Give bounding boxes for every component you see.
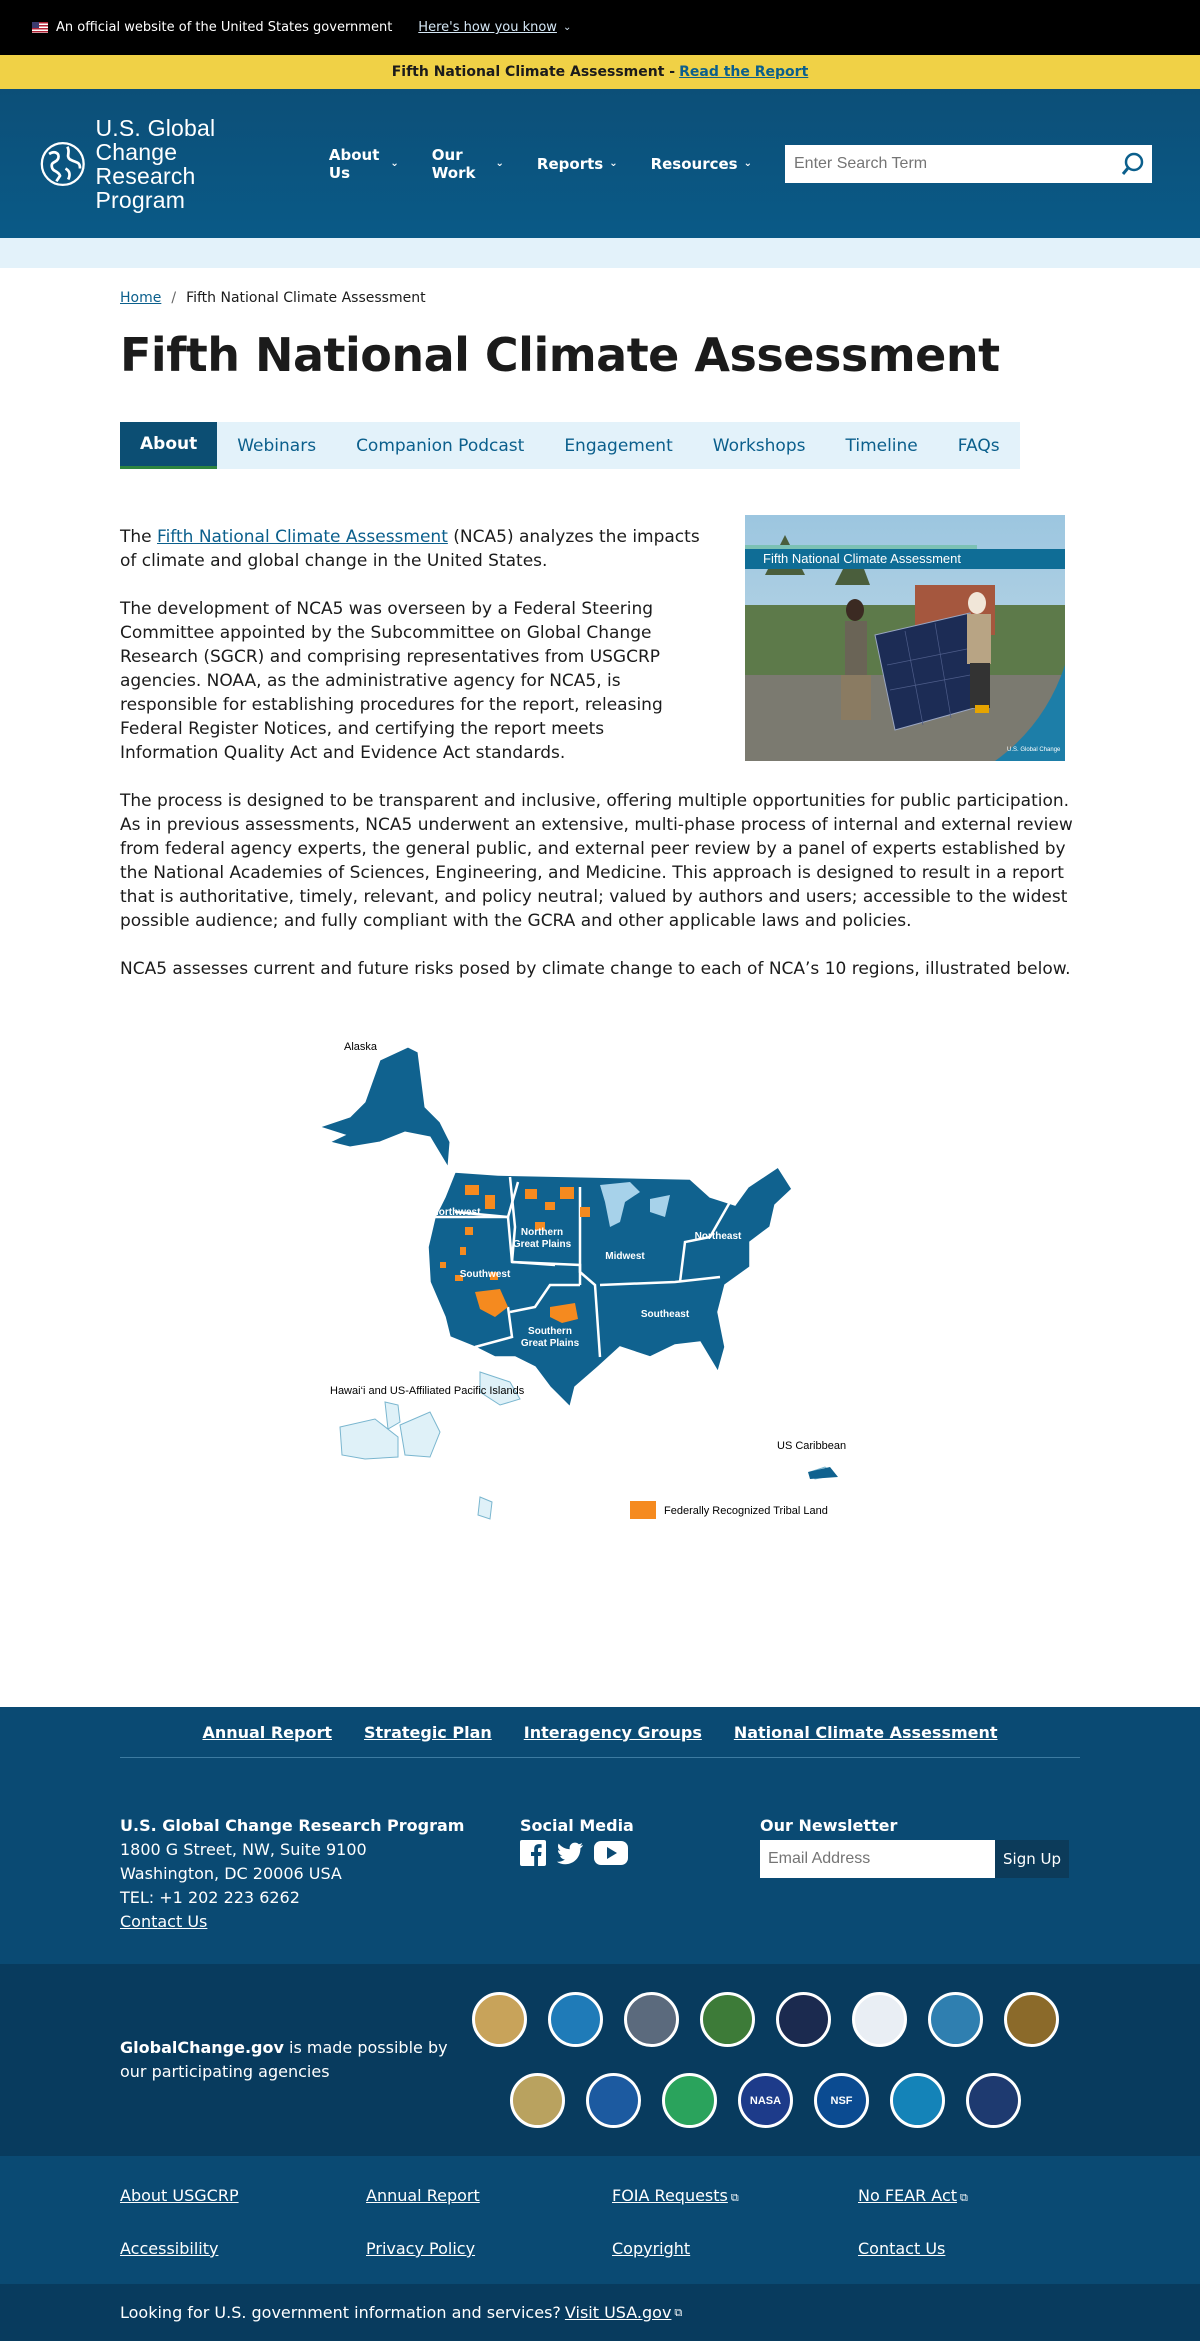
twitter-icon[interactable] (556, 1840, 584, 1866)
label-alaska: Alaska (344, 1041, 378, 1053)
link-annual-report[interactable]: Annual Report (366, 2186, 480, 2205)
search-button[interactable] (1114, 145, 1152, 183)
link-no-fear[interactable]: No FEAR Act (858, 2186, 958, 2205)
sign-up-button[interactable]: Sign Up (995, 1840, 1069, 1878)
nav-about-us[interactable] (329, 146, 399, 182)
breadcrumb-home[interactable]: Home (120, 290, 162, 306)
label-southeast: Southeast (640, 1309, 690, 1320)
external-link-icon: ⧉ (674, 2305, 683, 2319)
tab-about[interactable]: About (120, 422, 217, 469)
dos-seal-icon[interactable] (510, 2073, 565, 2128)
breadcrumb (120, 268, 1080, 306)
footer-top-links (0, 1707, 1200, 1758)
dot-seal-icon[interactable] (586, 2073, 641, 2128)
alaska-shape (320, 1047, 450, 1167)
agencies-band (0, 1964, 1200, 2156)
footer-contact (120, 1814, 520, 1934)
nav-reports[interactable] (537, 146, 618, 182)
label-sgp-2: Great Plains (520, 1338, 580, 1349)
label-ngp-2: Great Plains (512, 1239, 572, 1250)
nav-label: Reports (536, 154, 604, 173)
regions-map (120, 1027, 1080, 1587)
email-field[interactable] (760, 1840, 995, 1878)
hud-seal-icon[interactable] (928, 1992, 983, 2047)
label-sgp-1: Southern (528, 1326, 572, 1337)
social-title: Social Media (520, 1816, 634, 1835)
nav-our-work[interactable] (432, 146, 504, 182)
link-privacy[interactable]: Privacy Policy (366, 2239, 476, 2258)
facebook-icon[interactable] (520, 1840, 546, 1866)
label-hawaii: Hawai‘i and US-Affiliated Pacific Islands (330, 1385, 525, 1397)
external-link-icon: ⧉ (960, 2191, 968, 2204)
nsf-seal-icon[interactable]: NSF (814, 2073, 869, 2128)
label-northeast: Northeast (694, 1231, 742, 1242)
footer-main (0, 1758, 1200, 1964)
intro-text-end: (NCA5) analyzes the impacts of climate and global change in the United States. (120, 527, 700, 571)
article-body (120, 525, 1080, 1005)
legend-swatch (630, 1501, 656, 1519)
process-paragraph: The process is designed to be transparent and inclusive, offering multiple opportunities for public participation. As in previous assessments, NCA5 underwent an extensive, multi-phase process of internal and external review from federal agency experts, the general public, and external peer review by a panel of experts established by the National Academies of Sciences, Engineering, and Medicine. This approach is designed to result in a report that is authoritative, timely, relevant, and policy neutral; valued by authors and users; accessible to the widest possible audience; and fully compliant with the GCRA and other applicable laws and policies. (120, 791, 1073, 931)
link-accessibility[interactable]: Accessibility (120, 2239, 219, 2258)
breadcrumb-separator: / (171, 290, 177, 306)
usa-gov-text: Looking for U.S. government information and services? (120, 2303, 561, 2322)
doe-seal-icon[interactable] (700, 1992, 755, 2047)
nasa-seal-icon[interactable]: NASA (738, 2073, 793, 2128)
tab-engagement[interactable]: Engagement (564, 435, 673, 456)
chevron-down-icon: ⌄ (743, 158, 752, 169)
tab-faqs[interactable]: FAQs (957, 435, 1000, 456)
development-paragraph: The development of NCA5 was overseen by a Federal Steering Committee appointed by the Subcommittee on Global Change Research (SGCR) and comprising representatives from USGCRP agencies. NOAA, as the administrative agency for NCA5, is responsible for establishing procedures for the report, releasing Federal Register Notices, and certifying the report meets Information Quality Act and Evidence Act standards. (120, 599, 663, 763)
intro-text: The (120, 527, 158, 547)
footer-newsletter (760, 1814, 1069, 1934)
logo-line-1: U.S. Global Change (95, 114, 216, 165)
label-caribbean: US Caribbean (777, 1440, 847, 1452)
footer-interagency-groups[interactable]: Interagency Groups (523, 1722, 702, 1742)
chevron-down-icon: ⌄ (390, 158, 399, 169)
usa-gov-link[interactable]: Visit USA.gov (564, 2303, 672, 2322)
newsletter-title: Our Newsletter (760, 1816, 898, 1835)
agencies-description: is made possible by our participating agencies (120, 2038, 448, 2081)
agency-seals (472, 1992, 1059, 2128)
contact-us-link[interactable]: Contact Us (120, 1912, 208, 1931)
tab-timeline[interactable]: Timeline (845, 435, 918, 456)
breadcrumb-current: Fifth National Climate Assessment (186, 290, 426, 306)
alert-text: Fifth National Climate Assessment - (391, 64, 676, 80)
smithsonian-seal-icon[interactable] (890, 2073, 945, 2128)
gov-banner-text: An official website of the United States government (56, 20, 393, 35)
telephone: TEL: +1 202 223 6262 (120, 1888, 300, 1907)
chevron-down-icon: ⌄ (495, 158, 504, 169)
label-ngp-1: Northern (520, 1227, 564, 1238)
site-header (0, 89, 1200, 238)
regions-paragraph: NCA5 assesses current and future risks posed by climate change to each of NCA’s 10 regions, illustrated below. (120, 959, 1071, 979)
us-flag-icon (32, 22, 48, 33)
puerto-rico-shape (808, 1467, 838, 1479)
page-title: Fifth National Climate Assessment (120, 328, 1000, 382)
main-nav (329, 146, 785, 182)
header-strip (0, 238, 1200, 268)
chevron-down-icon[interactable]: ⌄ (562, 22, 572, 33)
main-content (0, 268, 1200, 1587)
nav-label: Our Work (431, 145, 476, 182)
footer-nca[interactable]: National Climate Assessment (733, 1722, 998, 1742)
address-line-1: 1800 G Street, NW, Suite 9100 (120, 1840, 367, 1859)
nav-label: Resources (650, 154, 738, 173)
figure-caption: Fifth National Climate Assessment (745, 549, 1065, 569)
chevron-down-icon: ⌄ (609, 158, 618, 169)
nca5-cover-image[interactable] (745, 515, 1065, 761)
search-form (785, 145, 1152, 183)
alert-banner (0, 55, 1200, 89)
footer-annual-report[interactable]: Annual Report (202, 1722, 332, 1742)
doi-seal-icon[interactable] (1004, 1992, 1059, 2047)
label-southwest: Southwest (459, 1269, 511, 1280)
link-about-usgcrp[interactable]: About USGCRP (120, 2186, 239, 2205)
agencies-text (120, 2036, 472, 2084)
search-input[interactable] (785, 145, 1114, 183)
globalchange-name: GlobalChange.gov (120, 2038, 284, 2057)
globe-icon (40, 139, 85, 189)
usda-seal-icon[interactable] (472, 1992, 527, 2047)
org-name: U.S. Global Change Research Program (120, 1816, 465, 1835)
gov-banner (0, 0, 1200, 55)
label-legend: Federally Recognized Tribal Land (664, 1505, 828, 1517)
usaid-seal-icon[interactable] (966, 2073, 1021, 2128)
dhs-seal-icon[interactable] (852, 1992, 907, 2047)
external-link-icon: ⧉ (730, 2191, 739, 2204)
nav-label: About Us (328, 145, 380, 182)
site-logo[interactable] (40, 116, 285, 212)
nca-regions-map (280, 1027, 920, 1587)
dod-seal-icon[interactable] (624, 1992, 679, 2047)
read-report-link[interactable]: Read the Report (679, 64, 809, 80)
nav-resources[interactable] (651, 146, 752, 182)
usa-gov-bar (0, 2284, 1200, 2341)
svg-text:U.S. Global Change: U.S. Global Change (1007, 747, 1061, 753)
footer-social (520, 1814, 760, 1934)
tab-companion-podcast[interactable]: Companion Podcast (356, 435, 525, 456)
footer-bottom-links (0, 2156, 1200, 2284)
how-you-know-link[interactable]: Here's how you know (418, 20, 557, 35)
label-midwest: Midwest (605, 1251, 645, 1262)
address-line-2: Washington, DC 20006 USA (120, 1864, 342, 1883)
epa-seal-icon[interactable] (662, 2073, 717, 2128)
link-contact-us[interactable]: Contact Us (858, 2239, 946, 2258)
link-copyright[interactable]: Copyright (612, 2239, 691, 2258)
link-foia[interactable]: FOIA Requests (612, 2186, 728, 2205)
doc-seal-icon[interactable] (548, 1992, 603, 2047)
nca5-link[interactable]: Fifth National Climate Assessment (157, 527, 448, 547)
footer-strategic-plan[interactable]: Strategic Plan (364, 1722, 492, 1742)
youtube-icon[interactable] (594, 1840, 628, 1866)
tab-bar (120, 422, 1020, 469)
logo-line-2: Research Program (95, 162, 196, 213)
tab-workshops[interactable]: Workshops (712, 435, 806, 456)
hhs-seal-icon[interactable] (776, 1992, 831, 2047)
tab-webinars[interactable]: Webinars (237, 435, 317, 456)
label-northwest: Northwest (431, 1207, 481, 1218)
search-icon (1120, 151, 1146, 177)
